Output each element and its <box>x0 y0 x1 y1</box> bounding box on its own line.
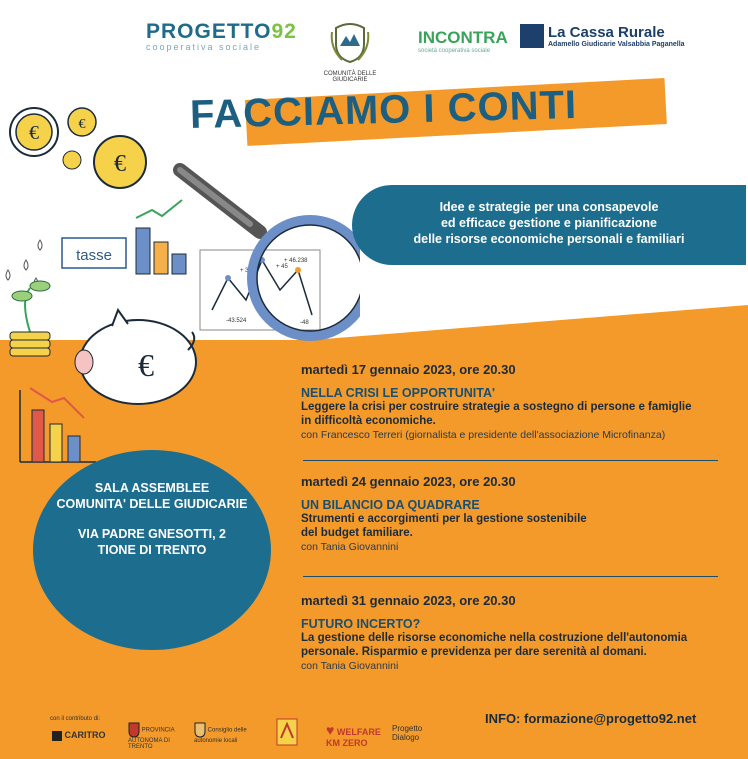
chart-label: -48 <box>300 320 309 326</box>
event-separator <box>303 460 718 461</box>
chart-label: + 37 <box>240 268 252 274</box>
event-item <box>301 593 741 672</box>
event-date: martedì 31 gennaio 2023, ore 20.30 <box>301 593 516 608</box>
event-description: personale. Risparmio e previdenza per dare serenità al domani. <box>301 646 647 658</box>
chart-label: -18 <box>258 310 267 316</box>
event-speaker: con Tania Giovannini <box>301 660 399 672</box>
venue-line: TIONE DI TRENTO <box>97 543 207 557</box>
consiglio-logo <box>194 722 250 744</box>
heart-icon: ♥ <box>326 722 335 738</box>
event-description: Strumenti e accorgimenti per la gestione sostenibile <box>301 513 587 525</box>
event-description: del budget familiare. <box>301 527 413 539</box>
progetto-num: 92 <box>271 20 297 43</box>
event-speaker: con Tania Giovannini <box>301 541 399 553</box>
event-description: La gestione delle risorse economiche nella costruzione dell'autonomia <box>301 632 688 644</box>
euro-coin-icon <box>63 151 81 169</box>
caritro-label: CARITRO <box>64 730 106 740</box>
event-speaker: con Francesco Terreri (giornalista e presidente dell'associazione Microfinanza) <box>301 429 666 441</box>
declining-chart-icon <box>20 388 96 462</box>
plant-coins-icon <box>10 281 50 356</box>
event-title: FUTURO INCERTO? <box>301 617 421 631</box>
cassa-rurale-logo <box>520 24 685 48</box>
event-date: martedì 24 gennaio 2023, ore 20.30 <box>301 474 516 489</box>
welfare-logo <box>326 722 386 748</box>
caritro-logo <box>52 730 106 741</box>
euro-coin-icon <box>68 108 96 136</box>
comunita-logo <box>310 20 390 83</box>
cassa-sub: Adamello Giudicarie Valsabbia Paganella <box>548 41 685 48</box>
comunita-crest-icon <box>330 20 370 64</box>
svg-text:€: € <box>78 117 86 132</box>
bar-chart-icon <box>136 200 186 274</box>
progetto92-logo <box>146 20 297 52</box>
provincia-logo <box>128 722 178 750</box>
consiglio-label: Consiglio delle autonomie locali <box>194 727 247 744</box>
event-title: NELLA CRISI LE OPPORTUNITA' <box>301 386 495 400</box>
euro-coin-icon <box>10 108 58 156</box>
consiglio-crest-icon <box>194 722 206 738</box>
welfare-label: WELFARE KM ZERO <box>326 727 381 748</box>
subtitle-line: Idee e strategie per una consapevole <box>439 200 659 214</box>
incontra-name: INCONTRA <box>418 28 508 47</box>
chart-label: + 46.238 <box>284 258 308 264</box>
dialogo-icon <box>276 718 298 746</box>
event-date: martedì 17 gennaio 2023, ore 20.30 <box>301 362 516 377</box>
incontra-logo <box>418 28 508 54</box>
event-description: in difficoltà economiche. <box>301 415 436 427</box>
event-separator <box>303 576 718 577</box>
subtitle-line: delle risorse economiche personali e familiari <box>413 232 685 246</box>
event-item <box>301 362 741 441</box>
caritro-icon <box>52 731 62 741</box>
tasse-label: tasse <box>76 247 112 264</box>
svg-text:€: € <box>114 151 126 177</box>
progetto-sub: cooperativa sociale <box>146 42 262 52</box>
progetto-dialogo-label: Progetto Dialogo <box>392 724 423 742</box>
contributo-label: con il contributo di: <box>50 716 101 722</box>
cassa-name: La Cassa Rurale <box>548 24 665 41</box>
chart-label: -43.524 <box>226 318 247 324</box>
piggy-bank-icon <box>75 310 196 404</box>
subtitle-line: ed efficace gestione e pianificazione <box>440 216 658 230</box>
provincia-crest-icon <box>128 722 140 738</box>
event-title: UN BILANCIO DA QUADRARE <box>301 498 480 512</box>
dialogo-logo <box>276 718 298 748</box>
comunita-caption: COMUNITÀ DELLE GIUDICARIE <box>323 71 377 83</box>
venue-line: COMUNITA' DELLE GIUDICARIE <box>56 497 248 511</box>
svg-text:€: € <box>29 122 39 144</box>
venue-circle <box>33 450 271 650</box>
chart-label: + 45 <box>276 264 288 270</box>
svg-text:€: € <box>138 347 154 383</box>
event-item <box>301 474 741 553</box>
provincia-label: PROVINCIA AUTONOMA DI TRENTO <box>128 727 175 750</box>
incontra-sub: società cooperativa sociale <box>418 48 491 54</box>
info-email[interactable]: INFO: formazione@progetto92.net <box>485 711 697 726</box>
euro-coin-icon <box>94 136 146 188</box>
event-description: Leggere la crisi per costruire strategie a sostegno di persone e famiglie <box>301 401 692 413</box>
page-title: FACCIAMO I CONTI <box>189 82 578 138</box>
subtitle-box <box>352 185 746 265</box>
progetto-name: PROGETTO <box>146 20 272 43</box>
venue-line: VIA PADRE GNESOTTI, 2 <box>78 527 226 541</box>
venue-line: SALA ASSEMBLEE <box>94 481 210 495</box>
cassa-square-icon <box>520 24 544 48</box>
